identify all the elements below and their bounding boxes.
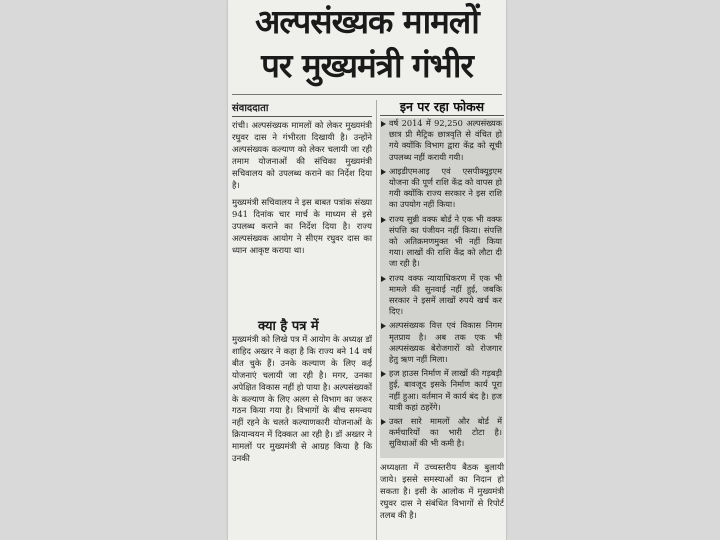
list-item: राज्य सुन्नी वक्फ बोर्ड ने एक भी वक्फ संपत्ति का पंजीयन नहीं किया। संपत्ति को अतिक्रमणमुक्त भी नहीं किया गया। लाखों की राशि केंद्र को लौटा दी जा रही है।	[380, 214, 502, 270]
bullet-arrow-icon	[381, 217, 386, 223]
focus-heading: इन पर रहा फोकस	[399, 99, 485, 114]
headline-rule	[232, 94, 502, 95]
closing-paragraph: अध्यक्षता में उच्चस्तरीय बैठक बुलायी जाये। इससे समस्याओं का निदान हो सकता है। इसी के आलोक में मुख्यमंत्री रघुवर दास ने संबंधित विभागों से रिपोर्ट तलब की है।	[380, 462, 504, 520]
focus-list	[380, 118, 502, 453]
bullet-arrow-icon	[381, 323, 386, 329]
list-item: अल्पसंख्यक वित्त एवं विकास निगम मृतप्राय है। अब तक एक भी अल्पसंख्यक बेरोजगारों को रोजगार हेतु ऋण नहीं मिला।	[380, 320, 502, 365]
headline-line-1: अल्पसंख्यक मामलों	[255, 2, 479, 41]
byline-rule	[232, 116, 372, 117]
list-item: राज्य वक्फ न्यायाधिकरण में एक भी मामले की सुनवाई नहीं हुई, जबकि सरकार ने इसमें लाखों रुपये खर्च कर दिए।	[380, 273, 502, 318]
intro-paragraph-2: मुख्यमंत्री सचिवालय ने इस बाबत पत्रांक संख्या 941 दिनांक चार मार्च के माध्यम से इसे उपलब्ध कराने का निर्देश दिया है। राज्य अल्पसंख्यक आयोग ने सीएम रघुवर दास का ध्यान आकृष्ट कराया था।	[232, 197, 372, 256]
bullet-arrow-icon	[381, 169, 386, 175]
newspaper-clipping	[228, 0, 506, 540]
subhead-letter: क्या है पत्र में	[258, 319, 319, 334]
headline-line-2: पर मुख्यमंत्री गंभीर	[261, 46, 473, 85]
bullet-arrow-icon	[381, 121, 386, 127]
list-item: हज हाउस निर्माण में लाखों की गड़बड़ी हुई, बावजूद इसके निर्माण कार्य पूरा नहीं हुआ। वर्तमान में कार्य बंद है। हज यात्री कहां ठहरेंगे।	[380, 368, 502, 413]
list-item: वर्ष 2014 में 92,250 अल्पसंख्यक छात्र प्री मैट्रिक छात्रवृति से वंचित हो गये क्योंकि विभाग द्वारा केंद्र को सूची उपलब्ध नहीं करायी गयी।	[380, 118, 502, 163]
list-item: आइडीएमआइ एवं एसपीक्यूइएम योजना की पूर्ण राशि केंद्र को वापस हो गयी क्योंकि राज्य सरकार ने इस राशि का उपयोग नहीं किया।	[380, 166, 502, 211]
letter-column	[232, 334, 372, 465]
list-item: उक्त सारे मामलों और बोर्ड में कर्मचारियों का भारी टोटा है। सुविधाओं की भी कमी है।	[380, 416, 502, 450]
bullet-arrow-icon	[381, 276, 386, 282]
byline: संवाददाता	[232, 103, 269, 114]
intro-paragraph-1: रांची। अल्पसंख्यक मामलों को लेकर मुख्यमंत्री रघुवर दास ने गंभीरता दिखायी है। उन्होंने अल्पसंख्यक कल्याण को लेकर चलायी जा रही तमाम योजनाओं की संचिका मुख्यमंत्री सचिवालय को उपलब्ध कराने का निर्देश दिया है।	[232, 120, 372, 190]
column-divider	[376, 100, 377, 540]
focus-rule	[380, 115, 504, 116]
bullet-arrow-icon	[381, 371, 386, 377]
bullet-arrow-icon	[381, 419, 386, 425]
intro-column	[232, 120, 372, 263]
closing-column	[380, 462, 504, 522]
letter-paragraph: मुख्यमंत्री को लिखे पत्र में आयोग के अध्यक्ष डॉ शाहिद अख्तर ने कहा है कि राज्य बने 14 वर्ष बीत चुके हैं। उनके कल्याण के लिए कई योजनाएं चलायी जा रही है। मगर, उनका अपेक्षित विकास नहीं हो पाया है। अल्पसंख्यकों के कल्याण के लिए अलग से विभाग का जरूर गठन किया गया है। विभागों के बीच समन्वय नहीं रहने के चलते कल्याणकारी योजनाओं के क्रियान्वयन में दिक्कत आ रही है। डॉ अख्तर ने मामलों पर मुख्यमंत्री से आग्रह किया है कि उनकी	[232, 334, 372, 464]
